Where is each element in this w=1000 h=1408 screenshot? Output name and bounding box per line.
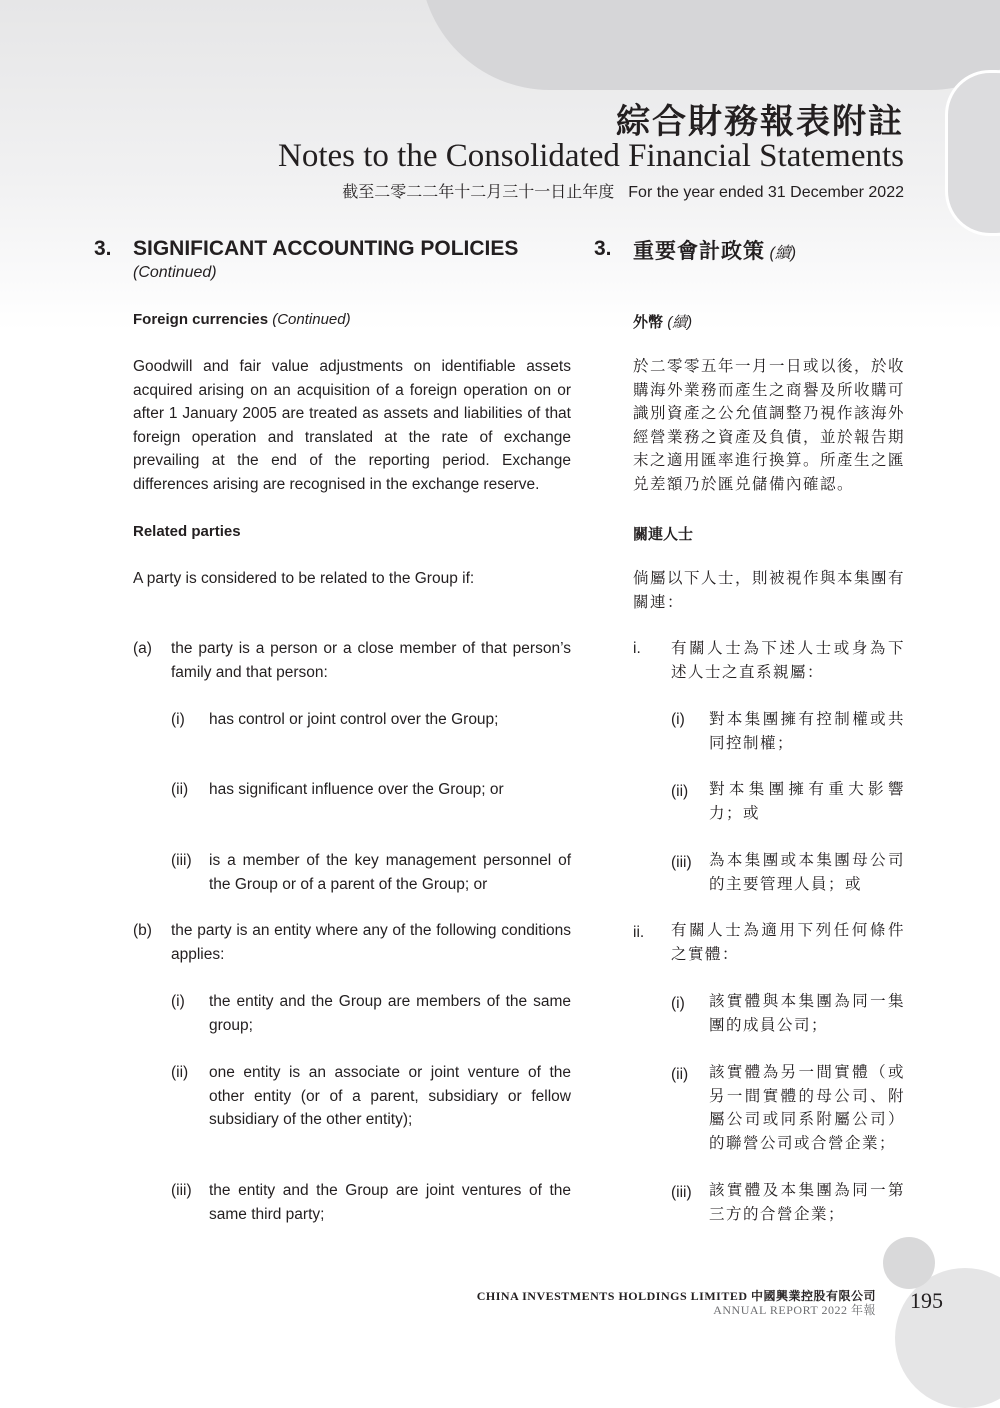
a-sub-ii-text-zh: 對本集團擁有重大影響力；或: [709, 780, 905, 822]
section-continued-zh: (續): [769, 245, 797, 262]
footer-company: CHINA INVESTMENTS HOLDINGS LIMITED 中國興業控股有限公司: [476, 1289, 876, 1303]
page-title-en: Notes to the Consolidated Financial Statements: [278, 138, 904, 174]
b-sub-i-text-en: the entity and the Group are members of the same group;: [209, 993, 571, 1034]
section-title-zh: 重要會計政策: [633, 239, 765, 263]
b-sub-iii-label-zh: (iii): [671, 1184, 692, 1201]
section-number-en: 3.: [94, 237, 112, 260]
foreign-currencies-heading-en: [133, 311, 351, 328]
year-en: For the year ended 31 December 2022: [628, 184, 904, 201]
b-sub-i-text-zh: 該實體與本集團為同一集團的成員公司；: [709, 992, 905, 1034]
year-zh: 截至二零二二年十二月三十一日止年度: [342, 184, 615, 201]
a-sub-ii-text-en: has significant influence over the Group; or: [209, 781, 504, 798]
a-sub-iii-text-en: is a member of the key management personnel of the Group or of a parent of the Group; or: [209, 852, 571, 893]
section-title-en: SIGNIFICANT ACCOUNTING POLICIES: [133, 237, 519, 260]
page-title-zh: 綜合財務報表附註: [616, 102, 904, 142]
foreign-currencies-text-en: Goodwill and fair value adjustments on identifiable assets acquired arising on an acquisition of a foreign operation on or after 1 January 2005 are treated as assets and liabilities of that foreign operation and translated at the rate of exchange prevailing at the end of the reporting period. Exchange differences arising are recognised in the exchange reserve.: [133, 358, 571, 493]
item-b-label-en: (b): [133, 922, 152, 939]
a-sub-i-label-en: (i): [171, 711, 185, 728]
section-heading-zh: [633, 235, 796, 265]
page-subtitle-year: [342, 179, 904, 202]
item-b-text-en: the party is an entity where any of the following conditions applies:: [171, 922, 571, 963]
b-sub-ii-label-zh: (ii): [671, 1066, 689, 1083]
item-a-label-zh: i.: [633, 640, 641, 657]
item-b-text-zh: 有關人士為適用下列任何條件之實體：: [671, 921, 905, 963]
a-sub-iii-label-en: (iii): [171, 852, 192, 869]
item-a-text-zh: 有關人士為下述人士或身為下述人士之直系親屬：: [671, 639, 905, 681]
footer-report: ANNUAL REPORT 2022 年報: [713, 1303, 876, 1317]
header-decorative-curve: [945, 70, 1000, 236]
a-sub-i-text-en: has control or joint control over the Group;: [209, 711, 499, 728]
section-continued-en: (Continued): [133, 264, 217, 281]
item-a-label-en: (a): [133, 640, 152, 657]
related-parties-heading-en: Related parties: [133, 523, 241, 540]
section-number-zh: 3.: [594, 237, 612, 260]
b-sub-iii-label-en: (iii): [171, 1182, 192, 1199]
b-sub-iii-text-en: the entity and the Group are joint ventures of the same third party;: [209, 1182, 571, 1223]
b-sub-ii-text-en: one entity is an associate or joint venture of the other entity (or of a parent, subsidiary or fellow subsidiary of the other entity);: [209, 1064, 571, 1129]
item-b-label-zh: ii.: [633, 924, 645, 941]
related-parties-intro-en: A party is considered to be related to the Group if:: [133, 570, 475, 587]
a-sub-iii-label-zh: (iii): [671, 854, 692, 871]
a-sub-i-label-zh: (i): [671, 711, 685, 728]
fc-heading-en: Foreign currencies: [133, 311, 269, 328]
b-sub-i-label-en: (i): [171, 993, 185, 1010]
foreign-currencies-text-zh: 於二零零五年一月一日或以後，於收購海外業務而產生之商譽及所收購可識別資產之公允值調整乃視作該海外經營業務之資產及負債，並於報告期末之適用匯率進行換算。所產生之匯兑差額乃於匯兑儲備內確認。: [633, 357, 906, 493]
b-sub-iii-text-zh: 該實體及本集團為同一第三方的合營企業；: [709, 1181, 905, 1223]
related-parties-intro-zh: 倘屬以下人士，則被視作與本集團有關連：: [633, 569, 906, 611]
page-number: 195: [910, 1288, 943, 1313]
foreign-currencies-heading-zh: [633, 311, 692, 332]
footer-decorative-circle-small: [883, 1237, 935, 1289]
fc-continued-en: (Continued): [272, 311, 351, 328]
fc-heading-zh: 外幣: [633, 314, 664, 331]
a-sub-ii-label-zh: (ii): [671, 783, 689, 800]
related-parties-heading-zh: 關連人士: [633, 525, 694, 543]
b-sub-ii-label-en: (ii): [171, 1064, 189, 1081]
b-sub-i-label-zh: (i): [671, 995, 685, 1012]
a-sub-iii-text-zh: 為本集團或本集團母公司的主要管理人員；或: [709, 851, 905, 893]
b-sub-ii-text-zh: 該實體為另一間實體（或另一間實體的母公司、附屬公司或同系附屬公司）的聯營公司或合營企業；: [709, 1063, 905, 1152]
fc-continued-zh: (續): [667, 314, 693, 331]
a-sub-i-text-zh: 對本集團擁有控制權或共同控制權；: [709, 710, 905, 752]
header-decorative-shape: [420, 0, 1000, 90]
a-sub-ii-label-en: (ii): [171, 781, 189, 798]
item-a-text-en: the party is a person or a close member of that person’s family and that person:: [171, 640, 571, 681]
